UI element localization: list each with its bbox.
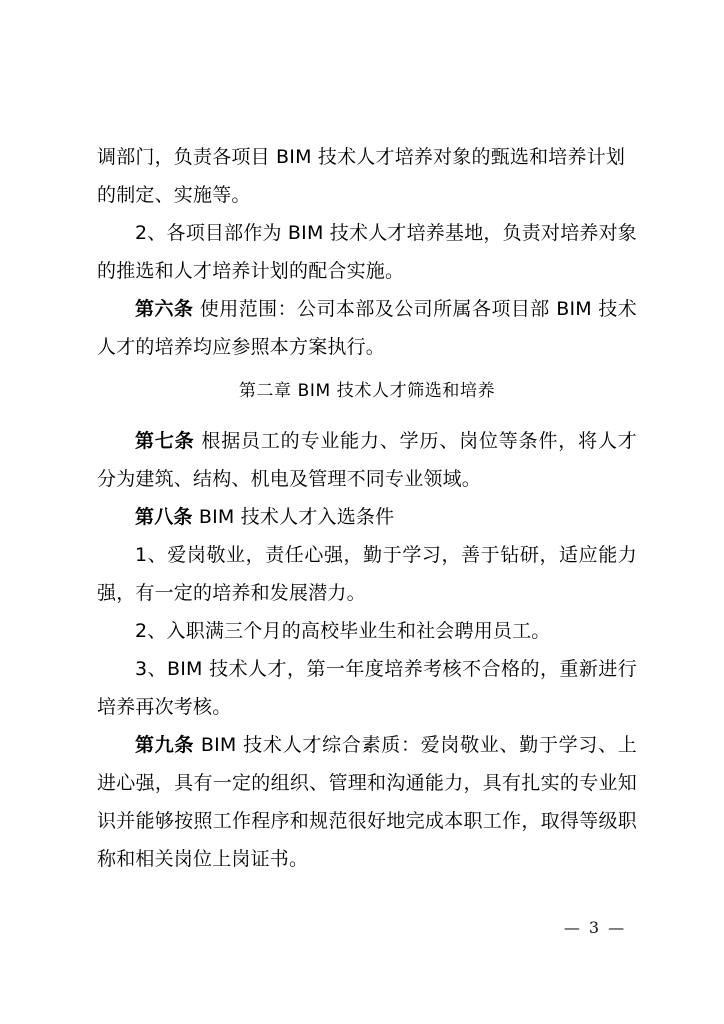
article-6-body: 使用范围：公司本部及公司所属各项目部 BIM 技术人才的培养均应参照本方案执行。 [97,298,637,358]
paragraph-line: 调部门，负责各项目 BIM 技术人才培养对象的甄选和培养计划 [97,146,626,168]
condition-item-1: 1、爱岗敬业，责任心强，勤于学习，善于钻研，适应能力强，有一定的培养和发展潜力。 [97,544,637,604]
article-8 [97,498,637,536]
article-9-body: BIM 技术人才综合素质：爱岗敬业、勤于学习、上进心强，具有一定的组织、管理和沟通能力，具有扎实的专业知识并能够按照工作程序和规范很好地完成本职工作，取得等级职称和相关岗位上岗证书。 [97,734,637,870]
article-6 [97,290,637,366]
condition-item-2: 2、入职满三个月的高校毕业生和社会聘用员工。 [135,620,551,642]
article-6-heading: 第六条 [135,298,194,320]
page-number: — 3 — [563,918,627,937]
article-9-heading: 第九条 [135,734,195,756]
paragraph-item-2: 2、各项目部作为 BIM 技术人才培养基地，负责对培养对象的推选和人才培养计划的配合实施。 [97,222,638,282]
article-7-body: 根据员工的专业能力、学历、岗位等条件，将人才分为建筑、结构、机电及管理不同专业领域。 [97,430,637,490]
article-9 [97,726,637,878]
article-8-body: BIM 技术人才入选条件 [192,506,395,528]
article-7 [97,422,637,498]
chapter-title: 第二章 BIM 技术人才筛选和培养 [238,381,496,401]
condition-item-3: 3、BIM 技术人才，第一年度培养考核不合格的，重新进行培养再次考核。 [97,658,637,718]
paragraph-line: 的制定、实施等。 [97,184,251,206]
article-8-heading: 第八条 [135,506,193,528]
paragraph-continuation [97,138,637,214]
article-7-heading: 第七条 [135,430,195,452]
